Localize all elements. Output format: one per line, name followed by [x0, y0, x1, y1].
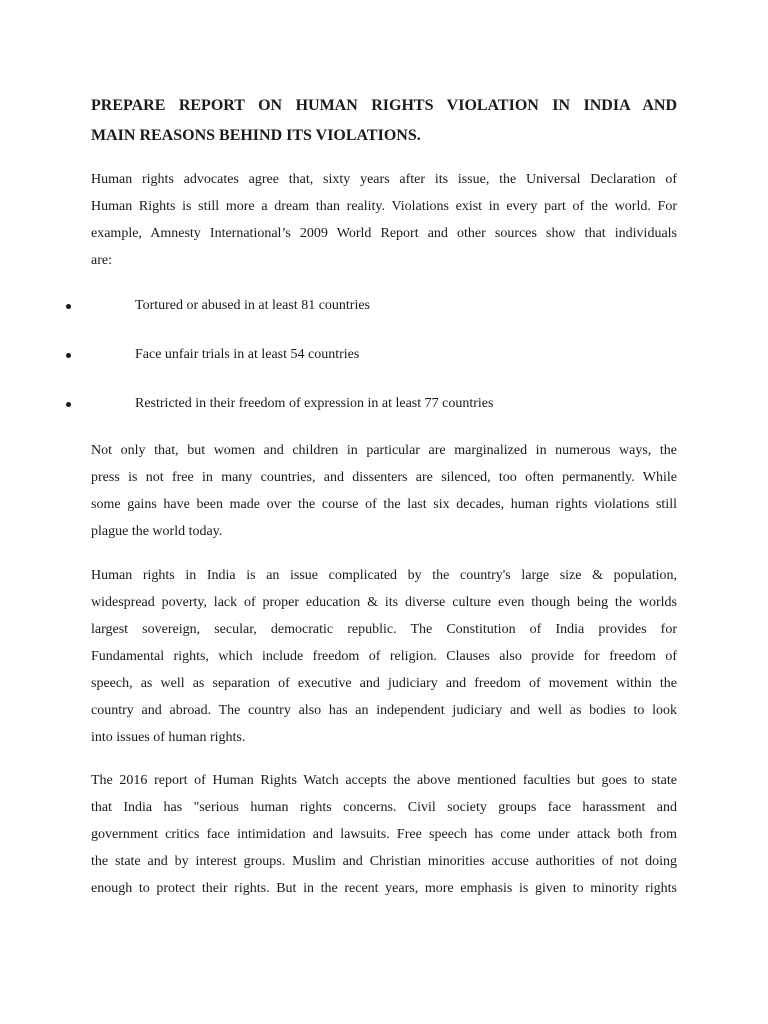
intro-paragraph: [91, 166, 677, 274]
title-line: PREPARE REPORT ON HUMAN RIGHTS VIOLATION IN INDIA AND: [91, 97, 677, 114]
title-line: MAIN REASONS BEHIND ITS VIOLATIONS.: [91, 127, 421, 144]
list-item: [0, 394, 768, 414]
paragraph-hrw-report: [91, 767, 677, 902]
bullet-icon: [66, 304, 71, 309]
paragraph-marginalized: [91, 437, 677, 545]
paragraph-line: press is not free in many countries, and dissenters are silenced, too often permanently. While: [91, 470, 677, 485]
paragraph-line: plague the world today.: [91, 524, 223, 539]
paragraph-line: widespread poverty, lack of proper education & its diverse culture even though being the worlds: [91, 595, 677, 610]
paragraph-line: Not only that, but women and children in particular are marginalized in numerous ways, the: [91, 443, 677, 458]
paragraph-line: example, Amnesty International’s 2009 World Report and other sources show that individuals: [91, 226, 677, 241]
bullet-icon: [66, 402, 71, 407]
paragraph-line: enough to protect their rights. But in the recent years, more emphasis is given to minority rights: [91, 881, 677, 896]
paragraph-india: [91, 562, 677, 751]
paragraph-line: into issues of human rights.: [91, 730, 246, 745]
paragraph-line: some gains have been made over the course of the last six decades, human rights violations still: [91, 497, 677, 512]
paragraph-line: Human rights in India is an issue complicated by the country's large size & population,: [91, 568, 677, 583]
bullet-text: Tortured or abused in at least 81 countries: [135, 298, 371, 313]
paragraph-line: are:: [91, 253, 112, 268]
bullet-icon: [66, 353, 71, 358]
list-item: [0, 345, 768, 365]
paragraph-line: Fundamental rights, which include freedom of religion. Clauses also provide for freedom of: [91, 649, 677, 664]
paragraph-line: speech, as well as separation of executive and judiciary and freedom of movement within the: [91, 676, 677, 691]
paragraph-line: that India has "serious human rights concerns. Civil society groups face harassment and: [91, 800, 677, 815]
paragraph-line: largest sovereign, secular, democratic republic. The Constitution of India provides for: [91, 622, 677, 637]
bullet-text: Restricted in their freedom of expression in at least 77 countries: [135, 396, 494, 411]
paragraph-line: Human rights advocates agree that, sixty years after its issue, the Universal Declaration of: [91, 172, 677, 187]
paragraph-line: Human Rights is still more a dream than reality. Violations exist in every part of the world. For: [91, 199, 677, 214]
list-item: [0, 296, 768, 316]
document-title: [91, 91, 677, 151]
paragraph-line: the state and by interest groups. Muslim and Christian minorities accuse authorities of not doing: [91, 854, 677, 869]
bullet-text: Face unfair trials in at least 54 countries: [135, 347, 360, 362]
paragraph-line: The 2016 report of Human Rights Watch accepts the above mentioned faculties but goes to state: [91, 773, 677, 788]
paragraph-line: country and abroad. The country also has an independent judiciary and well as bodies to look: [91, 703, 677, 718]
paragraph-line: government critics face intimidation and lawsuits. Free speech has come under attack both from: [91, 827, 677, 842]
